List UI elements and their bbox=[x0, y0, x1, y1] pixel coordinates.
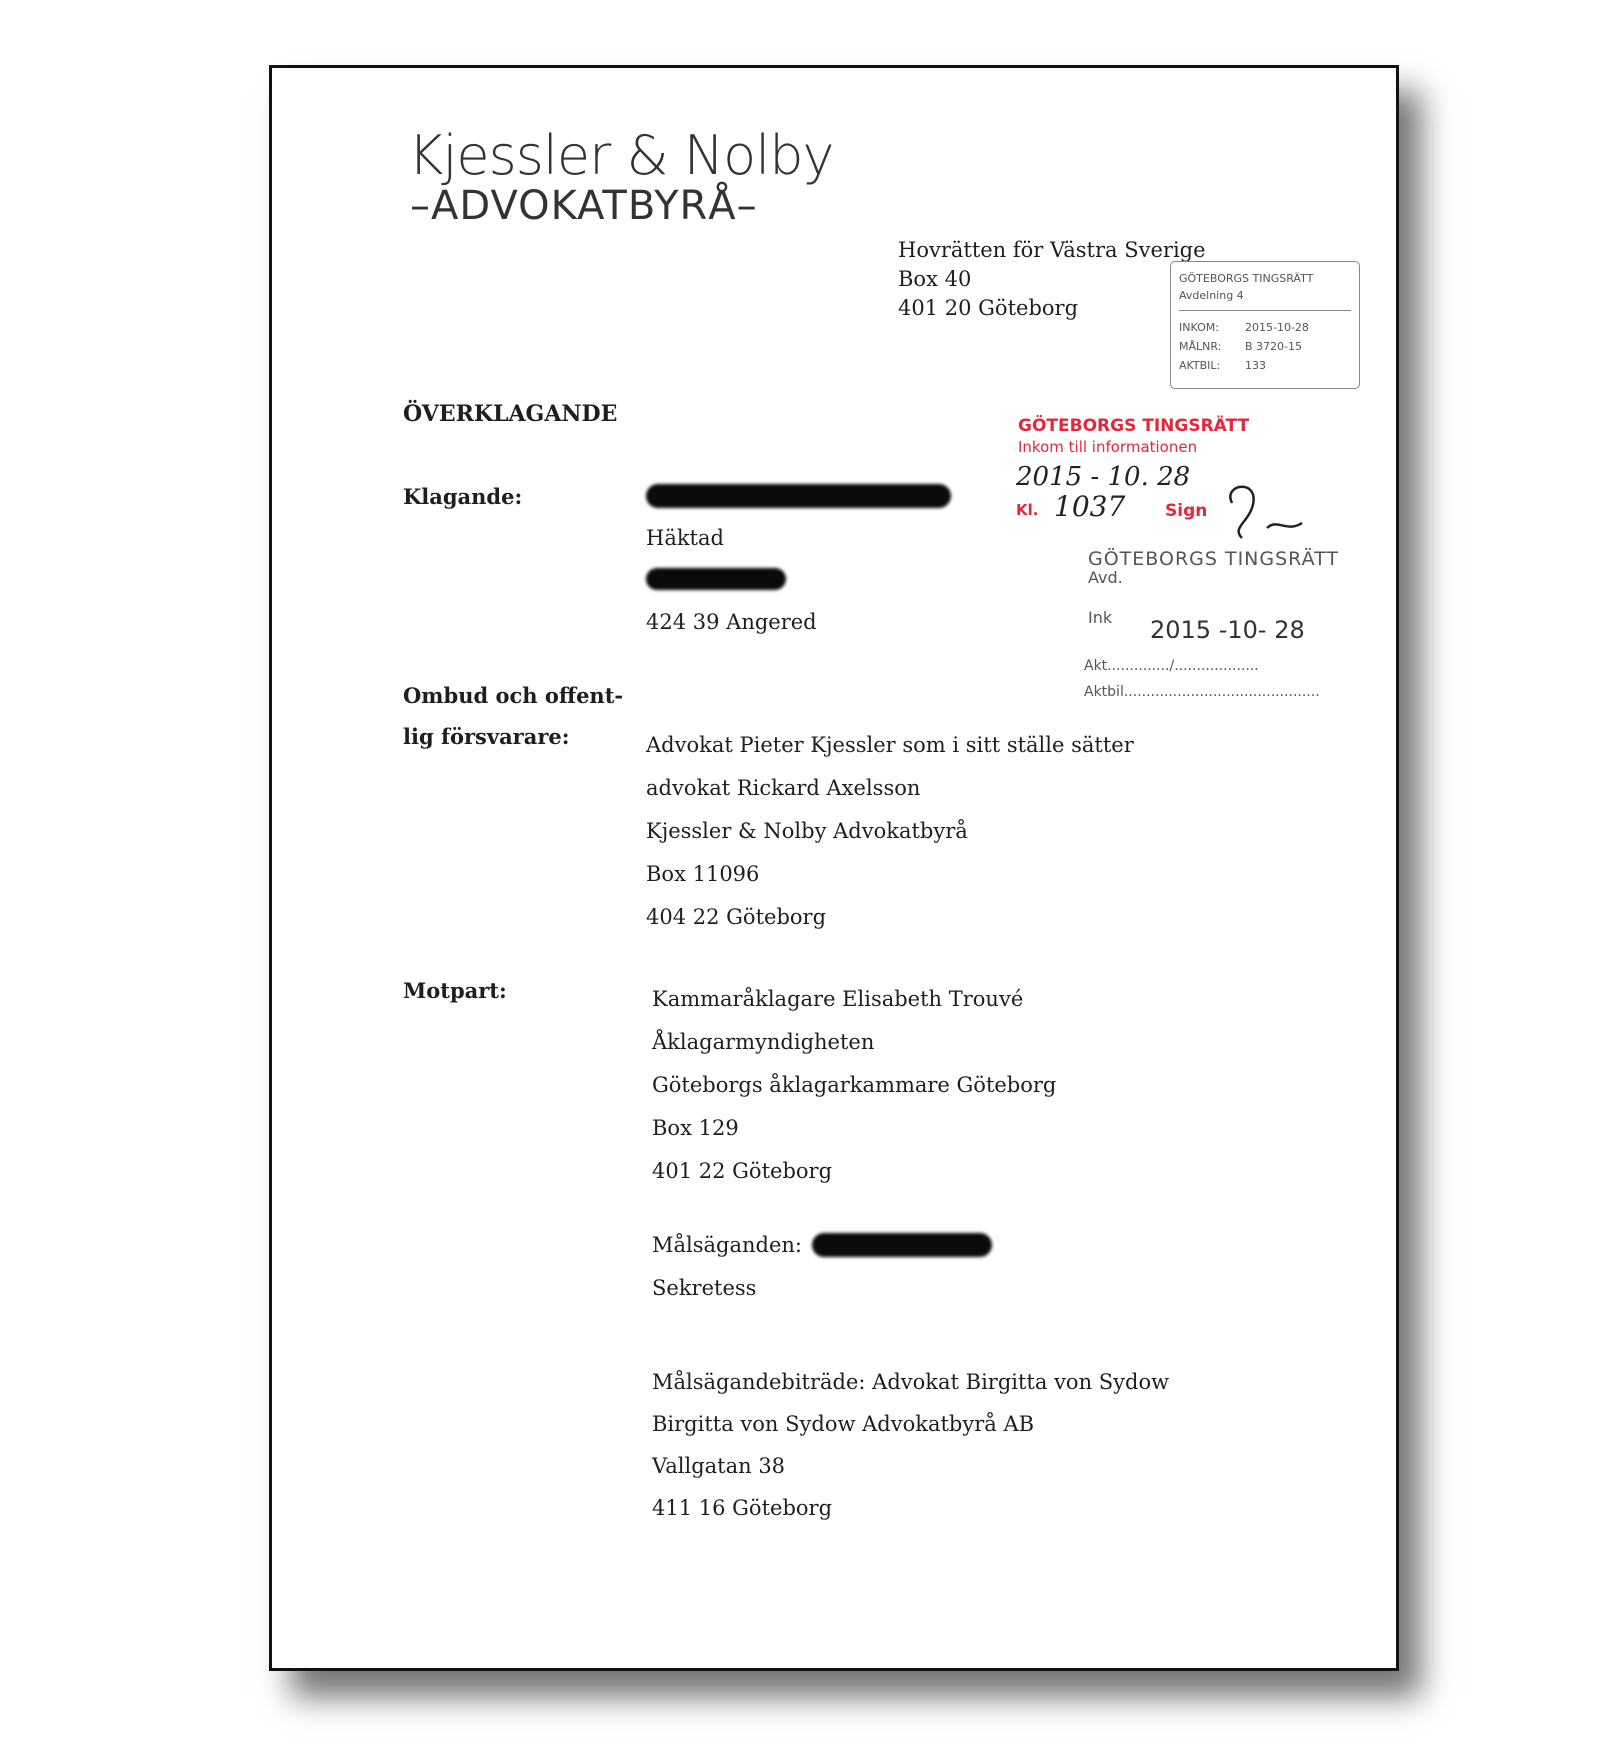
red-stamp-time: 1037 bbox=[1054, 490, 1126, 523]
gray-stamp-avd: Avd. bbox=[1088, 568, 1123, 587]
court-receipt-stamp bbox=[1170, 261, 1360, 389]
motpart-line: Åklagarmyndigheten bbox=[652, 1030, 875, 1054]
stamp-court-name: GÖTEBORGS TINGSRÄTT bbox=[1179, 272, 1314, 285]
bitrade-line: 411 16 Göteborg bbox=[652, 1496, 833, 1520]
motpart-line: Göteborgs åklagarkammare Göteborg bbox=[652, 1073, 1057, 1097]
recipient-line: 401 20 Göteborg bbox=[898, 296, 1079, 320]
red-stamp-subtitle: Inkom till informationen bbox=[1018, 438, 1198, 456]
recipient-line: Box 40 bbox=[898, 267, 972, 291]
ombud-label: Ombud och offent- bbox=[403, 683, 624, 708]
ombud-label: lig försvarare: bbox=[403, 724, 570, 749]
bitrade-line: Målsägandebiträde: Advokat Birgitta von Sydow bbox=[652, 1370, 1170, 1394]
red-stamp-sign-label: Sign bbox=[1165, 501, 1208, 521]
recipient-line: Hovrätten för Västra Sverige bbox=[898, 238, 1206, 262]
signature-scribble-icon bbox=[1212, 478, 1332, 558]
stamp-row: MÅLNR: B 3720-15 bbox=[1179, 340, 1303, 353]
motpart-label: Motpart: bbox=[403, 978, 507, 1003]
ombud-line: Kjessler & Nolby Advokatbyrå bbox=[646, 819, 968, 843]
redaction-bar bbox=[646, 568, 786, 590]
ombud-block bbox=[646, 724, 1134, 939]
logo-firm-name: Kjessler & Nolby bbox=[408, 124, 834, 187]
stamp-row: AKTBIL: 133 bbox=[1179, 359, 1266, 372]
ombud-line: 404 22 Göteborg bbox=[646, 905, 827, 929]
gray-stamp-court: GÖTEBORGS TINGSRÄTT bbox=[1088, 548, 1340, 570]
stamp-division: Avdelning 4 bbox=[1179, 289, 1244, 302]
klagande-label: Klagande: bbox=[403, 484, 523, 509]
ombud-line: Box 11096 bbox=[646, 862, 760, 886]
malsagande-label: Målsäganden: bbox=[652, 1233, 802, 1257]
motpart-line: Kammaråklagare Elisabeth Trouvé bbox=[652, 987, 1024, 1011]
motpart-block bbox=[652, 978, 1056, 1193]
bitrade-line: Vallgatan 38 bbox=[652, 1454, 786, 1478]
gray-stamp-akt: Akt............../................... bbox=[1084, 658, 1259, 674]
klagande-status: Häktad bbox=[646, 526, 724, 550]
document-page bbox=[269, 65, 1399, 1671]
red-stamp-date: 2015 - 10. 28 bbox=[1016, 462, 1191, 492]
recipient-address bbox=[898, 236, 1206, 323]
firm-logo bbox=[408, 124, 834, 229]
bitrade-block bbox=[652, 1361, 1169, 1529]
stamp-row: INKOM: 2015-10-28 bbox=[1179, 321, 1309, 334]
red-stamp-kl-label: Kl. bbox=[1016, 501, 1039, 519]
ombud-line: Advokat Pieter Kjessler som i sitt ställe sätter bbox=[646, 733, 1134, 757]
redaction-bar bbox=[812, 1233, 992, 1257]
logo-subtitle: –ADVOKATBYRÅ– bbox=[410, 183, 758, 229]
red-stamp-court: GÖTEBORGS TINGSRÄTT bbox=[1018, 416, 1250, 436]
gray-stamp-ink-label: Ink bbox=[1088, 608, 1113, 627]
malsagande-secrecy: Sekretess bbox=[652, 1276, 757, 1300]
document-heading: ÖVERKLAGANDE bbox=[403, 401, 618, 427]
bitrade-line: Birgitta von Sydow Advokatbyrå AB bbox=[652, 1412, 1035, 1436]
klagande-postal: 424 39 Angered bbox=[646, 610, 817, 634]
motpart-line: 401 22 Göteborg bbox=[652, 1159, 833, 1183]
motpart-line: Box 129 bbox=[652, 1116, 739, 1140]
redaction-bar bbox=[646, 484, 951, 508]
ombud-line: advokat Rickard Axelsson bbox=[646, 776, 921, 800]
gray-stamp-aktbil: Aktbil............................................ bbox=[1084, 684, 1320, 700]
gray-stamp-date: 2015 -10- 28 bbox=[1150, 616, 1305, 644]
stamp-divider bbox=[1179, 310, 1351, 311]
